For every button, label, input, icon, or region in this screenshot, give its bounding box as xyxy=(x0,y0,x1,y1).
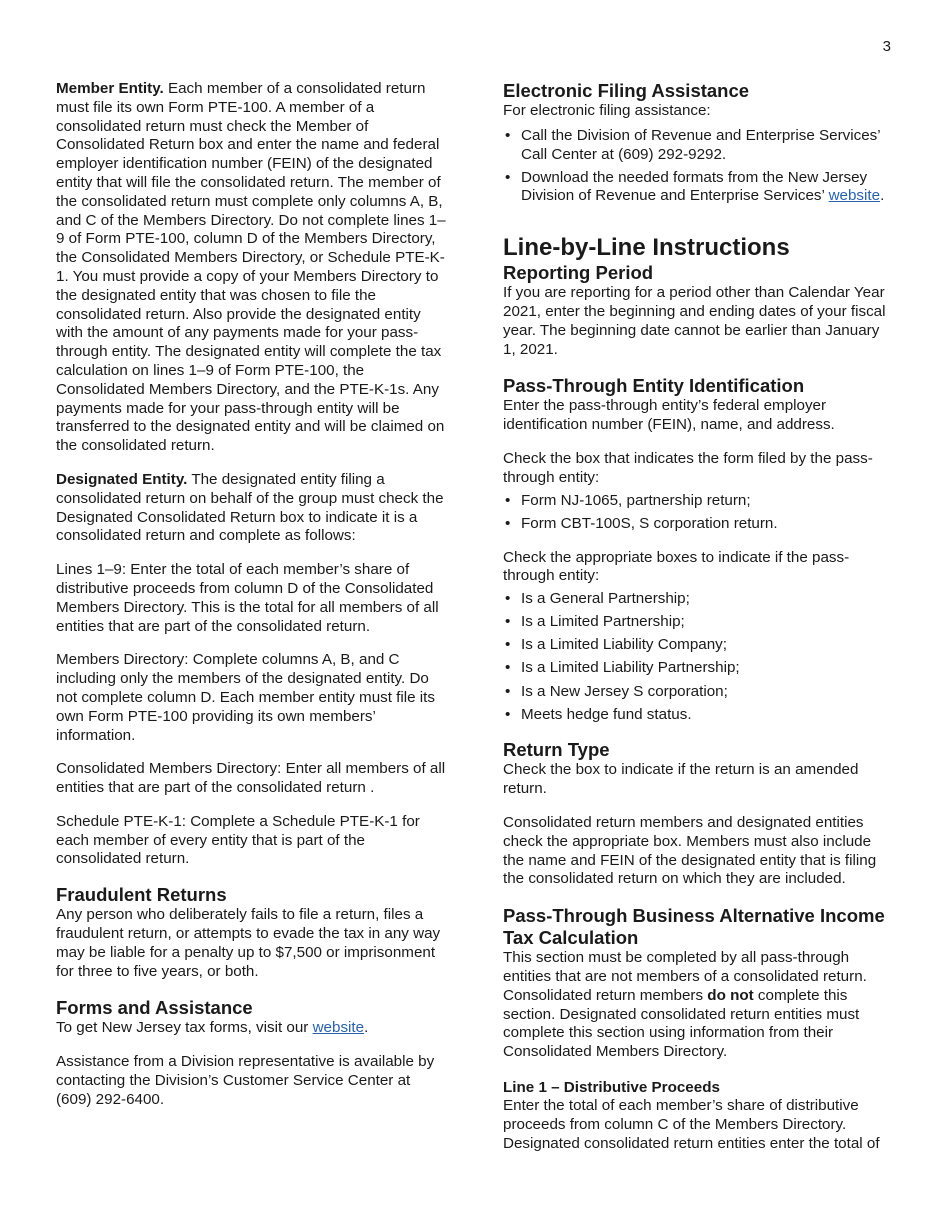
return-type-text: Check the box to indicate if the return is an amended return. xyxy=(503,761,859,798)
fraudulent-returns-section xyxy=(56,884,448,981)
designated-entity-text: The designated entity filing a consolidated return on behalf of the group must check the Designated Consolidated Return box to indicate it is a consolidated return and complete as follows: xyxy=(56,470,444,545)
line1-text: Enter the total of each member’s share of distributive proceeds from column C of the Members Directory. Designated consolidated return entities enter the total of xyxy=(503,1096,880,1152)
forms-text xyxy=(56,1019,448,1038)
efiling-bullet2-before: Download the needed formats from the New Jersey Division of Revenue and Enterprise Services’ xyxy=(521,168,868,205)
entity-type-list xyxy=(503,590,895,724)
schedule-k1-paragraph: Schedule PTE-K-1: Complete a Schedule PTE-K-1 for each member of every entity that is part of the consolidated return. xyxy=(56,812,420,868)
fraudulent-returns-text: Any person who deliberately fails to file a return, files a fraudulent return, or attempts to evade the tax in any way may be liable for a penalty up to $7,500 or imprisonment for three to five years, or both. xyxy=(56,906,441,980)
form-filed-intro: Check the box that indicates the form filed by the pass-through entity: xyxy=(503,450,873,486)
member-entity-title: Member Entity. xyxy=(56,80,164,97)
page-number: 3 xyxy=(882,38,891,55)
efiling-list xyxy=(503,127,895,206)
member-entity-paragraph xyxy=(56,80,448,456)
bait-text-before: This section must be completed by all pass-through entities that are not members of a consolidated return. Consolidated return members xyxy=(503,949,867,1004)
list-item: • Call the Division of Revenue and Enterprise Services’ Call Center at (609) 292-9292. xyxy=(503,127,895,165)
line1-section xyxy=(503,1078,895,1153)
forms-website-link[interactable]: website xyxy=(312,1019,365,1037)
forms-text-after: . xyxy=(364,1019,369,1037)
entity-type-intro: Check the appropriate boxes to indicate if the pass-through entity: xyxy=(503,548,850,585)
return-type-heading: Return Type xyxy=(503,739,610,761)
reporting-period-text: If you are reporting for a period other than Calendar Year 2021, enter the beginning and ending dates of your fiscal year. The beginning date cannot be earlier than January 1, 2021. xyxy=(503,284,886,358)
list-item: • Is a General Partnership; xyxy=(503,590,895,609)
list-item: • Meets hedge fund status. xyxy=(503,706,895,725)
list-item: • Is a Limited Partnership; xyxy=(503,613,895,632)
right-column xyxy=(503,80,895,1168)
efiling-website-link[interactable]: website xyxy=(828,187,881,205)
reporting-period-heading: Reporting Period xyxy=(503,262,654,284)
return-type-text-2: Consolidated return members and designated entities check the appropriate box. Members must also include the name and FEIN of the designated entity that is filing the consolidated return on which they are included. xyxy=(503,814,877,888)
bait-heading: Pass-Through Business Alternative Income Tax Calculation xyxy=(503,905,885,949)
fraudulent-returns-heading: Fraudulent Returns xyxy=(56,884,227,906)
list-item: • Is a Limited Liability Company; xyxy=(503,636,895,655)
identification-heading: Pass-Through Entity Identification xyxy=(503,375,805,397)
list-item: • Is a Limited Liability Partnership; xyxy=(503,659,895,678)
designated-entity-paragraph xyxy=(56,471,448,546)
bait-text-bold: do not xyxy=(707,986,754,1004)
list-item: • Is a New Jersey S corporation; xyxy=(503,683,895,702)
efiling-bullet2-after: . xyxy=(880,187,885,205)
list-item: • Form CBT-100S, S corporation return. xyxy=(503,515,895,534)
forms-assistance-heading: Forms and Assistance xyxy=(56,997,253,1019)
list-item xyxy=(503,169,895,207)
return-type-section xyxy=(503,739,895,889)
lines-1-9-paragraph: Lines 1–9: Enter the total of each member’s share of distributive proceeds from column D of the Consolidated Members Directory. This is the total for all members of all entities that are part of the consolidated return. xyxy=(56,561,439,635)
efiling-intro: For electronic filing assistance: xyxy=(503,102,711,119)
bait-section xyxy=(503,905,895,1062)
identification-section xyxy=(503,375,895,724)
forms-assistance-section xyxy=(56,997,448,1109)
identification-text: Enter the pass-through entity’s federal employer identification number (FEIN), name, and address. xyxy=(503,397,835,434)
line-by-line-section xyxy=(503,234,895,359)
assistance-text: Assistance from a Division representative is available by contacting the Division’s Customer Service Center at (609) 292-6400. xyxy=(56,1053,435,1108)
left-column xyxy=(56,80,448,1126)
bait-text-after: complete this section. Designated consolidated return entities must complete this section using information from their Consolidated Members Directory. xyxy=(503,986,860,1061)
members-directory-paragraph: Members Directory: Complete columns A, B, and C including only the members of the designated entity. Do not complete column D. Each member entity must file its own Form PTE-100 providing its own members’ information. xyxy=(56,651,435,744)
designated-entity-title: Designated Entity. xyxy=(56,470,188,488)
line1-heading: Line 1 – Distributive Proceeds xyxy=(503,1078,720,1096)
bait-text xyxy=(503,949,895,1062)
consolidated-members-directory-paragraph: Consolidated Members Directory: Enter all members of all entities that are part of the consolidated return . xyxy=(56,760,446,797)
line-by-line-heading: Line-by-Line Instructions xyxy=(503,234,790,262)
list-item: • Form NJ-1065, partnership return; xyxy=(503,492,895,511)
member-entity-text: Each member of a consolidated return must file its own Form PTE-100. A member of a consolidated return must check the Member of Consolidated Return box and enter the name and federal employer identification number (FEIN) of the designated entity that will file the consolidated return. The member of the consolidated return must complete only columns A, B, and C of the Members Directory. Do not complete lines 1–9 of Form PTE-100, column D of the Members Directory, the Consolidated Members Directory, or Schedule PTE-K-1. You must provide a copy of your Members Directory to the designated entity that was chosen to file the consolidated return. Also provide the designated entity with the amount of any payments made for your pass-through entity. The designated entity will complete the tax calculation on lines 1–9 of Form PTE-100, the Consolidated Members Directory, and the PTE-K-1s. Any payments made for your pass-through entity will be transferred to the designated entity and will be claimed on the consolidated return. xyxy=(56,80,446,455)
forms-text-before: To get New Jersey tax forms, visit our xyxy=(56,1019,313,1037)
efiling-heading: Electronic Filing Assistance xyxy=(503,80,750,101)
form-filed-list xyxy=(503,492,895,534)
efiling-section xyxy=(503,80,895,206)
